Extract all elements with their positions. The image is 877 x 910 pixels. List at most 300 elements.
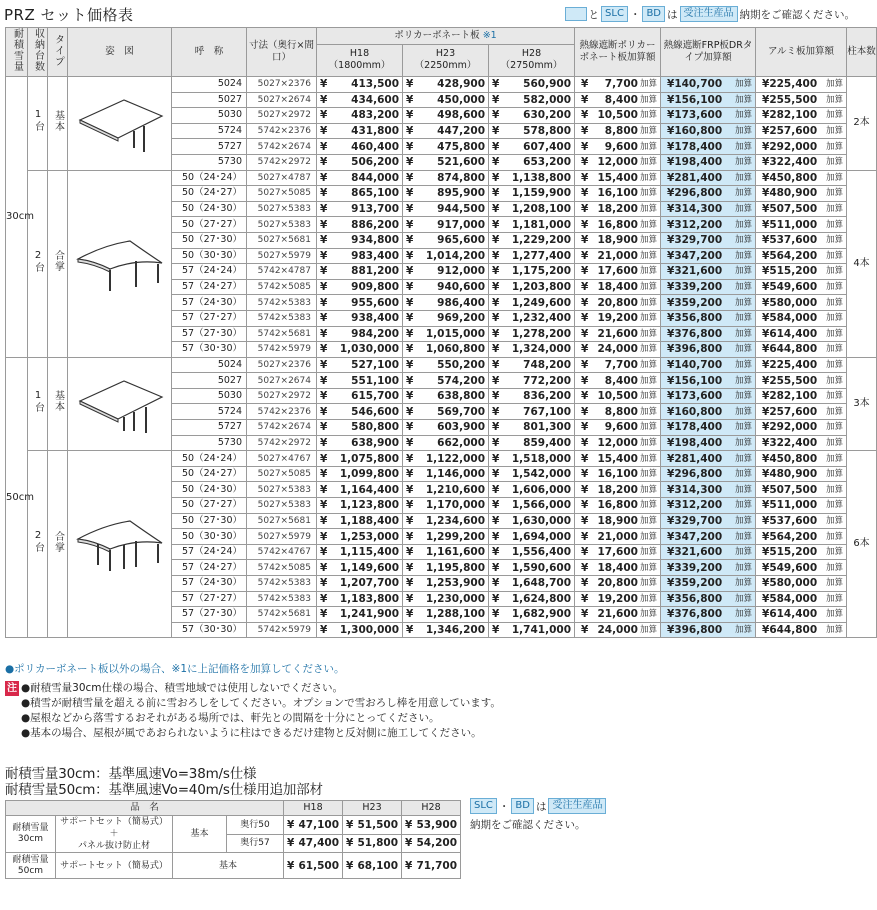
alumi-cell: ¥614,400 加算 (756, 607, 847, 623)
heat-frp-cell: ¥359,200 加算 (661, 576, 756, 592)
dims-cell: 5027×2674 (247, 373, 317, 389)
dims-cell: 5027×5383 (247, 217, 317, 233)
code-cell: 57（24･27） (172, 279, 247, 295)
warning-item: ●耐積雪量30cm仕様の場合、積雪地域では使用しないでください。 (21, 682, 344, 694)
posts-cell: 2本 (847, 77, 877, 171)
price-cell-h18: ¥ 434,600 (317, 92, 403, 108)
price-cell-h18: ¥ 938,400 (317, 310, 403, 326)
legend-text: と (588, 8, 600, 21)
heat-poly-cell: ¥ 加算 17,600 (575, 544, 661, 560)
price-cell-h23: ¥ 662,000 (403, 435, 489, 451)
warning-box (5, 681, 501, 741)
heat-poly-cell: ¥ 加算 19,200 (575, 310, 661, 326)
figure-cell (68, 357, 172, 451)
heat-poly-cell: ¥ 加算 9,600 (575, 139, 661, 155)
heat-frp-cell: ¥160,800 加算 (661, 404, 756, 420)
price-cell-h28: ¥ 1,741,000 (489, 622, 575, 638)
price-cell-h28: ¥ 1,278,200 (489, 326, 575, 342)
heat-frp-cell: ¥329,700 加算 (661, 513, 756, 529)
price-cell-h28: ¥ 1,175,200 (489, 264, 575, 280)
heat-frp-cell: ¥376,800 加算 (661, 607, 756, 623)
price-cell-h23: ¥ 550,200 (403, 357, 489, 373)
legend-slc: SLC (470, 798, 497, 814)
price-cell-h23: ¥ 638,800 (403, 388, 489, 404)
price-cell-h28: ¥ 1,518,000 (489, 451, 575, 467)
heat-poly-cell: ¥ 加算 24,000 (575, 622, 661, 638)
dims-cell: 5027×4767 (247, 451, 317, 467)
heat-poly-cell: ¥ 加算 15,400 (575, 451, 661, 467)
alumi-cell: ¥292,000 加算 (756, 420, 847, 436)
alumi-cell: ¥549,600 加算 (756, 279, 847, 295)
heat-frp-cell: ¥321,600 加算 (661, 544, 756, 560)
header-type: タイプ (48, 28, 68, 77)
price-cell-h18: ¥ 984,200 (317, 326, 403, 342)
code-cell: 50（27･27） (172, 217, 247, 233)
dims-cell: 5027×5979 (247, 529, 317, 545)
dims-cell: 5742×4767 (247, 544, 317, 560)
alumi-cell: ¥511,000 加算 (756, 217, 847, 233)
sub-product: サポートセット（簡易式） (56, 853, 173, 879)
type-cell: 基本 (48, 357, 68, 451)
heat-poly-cell: ¥ 加算 7,700 (575, 357, 661, 373)
alumi-cell: ¥580,000 加算 (756, 295, 847, 311)
heat-frp-cell: ¥376,800 加算 (661, 326, 756, 342)
sub-price: ¥ 47,100 (284, 816, 343, 835)
alumi-cell: ¥644,800 加算 (756, 622, 847, 638)
dims-cell: 5027×2376 (247, 77, 317, 93)
header-heat-poly: 熱線遮断ポリカーボネート板加算額 (575, 28, 661, 77)
spec-line: 耐積雪量30cm：基準風速Vo=38m/s仕様 (5, 766, 257, 782)
heat-poly-cell: ¥ 加算 16,100 (575, 186, 661, 202)
heat-poly-cell: ¥ 加算 18,200 (575, 201, 661, 217)
heat-poly-cell: ¥ 加算 12,000 (575, 435, 661, 451)
table-row (6, 77, 877, 93)
alumi-cell: ¥511,000 加算 (756, 498, 847, 514)
heat-frp-cell: ¥178,400 加算 (661, 139, 756, 155)
alumi-cell: ¥255,500 加算 (756, 92, 847, 108)
alumi-cell: ¥584,000 加算 (756, 310, 847, 326)
price-cell-h23: ¥ 1,014,200 (403, 248, 489, 264)
heat-poly-cell: ¥ 加算 7,700 (575, 77, 661, 93)
code-cell: 57（27･30） (172, 607, 247, 623)
heat-frp-cell: ¥160,800 加算 (661, 123, 756, 139)
price-cell-h23: ¥ 450,000 (403, 92, 489, 108)
alumi-cell: ¥225,400 加算 (756, 77, 847, 93)
figure-cell (68, 451, 172, 638)
price-cell-h18: ¥ 1,123,800 (317, 498, 403, 514)
alumi-cell: ¥580,000 加算 (756, 576, 847, 592)
header-snow: 耐積雪量 (6, 28, 28, 77)
code-cell: 5730 (172, 154, 247, 170)
dims-cell: 5027×5383 (247, 482, 317, 498)
heat-frp-cell: ¥356,800 加算 (661, 591, 756, 607)
dims-cell: 5742×2674 (247, 420, 317, 436)
sub-header-h28: H28 (402, 801, 461, 816)
alumi-cell: ¥564,200 加算 (756, 529, 847, 545)
alumi-cell: ¥537,600 加算 (756, 232, 847, 248)
legend-slc: SLC (601, 6, 628, 22)
dims-cell: 5742×5383 (247, 295, 317, 311)
page-title: PRZ セット価格表 (4, 6, 134, 24)
heat-poly-cell: ¥ 加算 10,500 (575, 108, 661, 124)
price-cell-h18: ¥ 934,800 (317, 232, 403, 248)
heat-frp-cell: ¥356,800 加算 (661, 310, 756, 326)
price-cell-h18: ¥ 483,200 (317, 108, 403, 124)
legend-text: は (535, 800, 547, 813)
dims-cell: 5027×5085 (247, 186, 317, 202)
price-cell-h18: ¥ 1,099,800 (317, 466, 403, 482)
price-cell-h18: ¥ 431,800 (317, 123, 403, 139)
legend-color-box (565, 7, 587, 21)
legend-bd: BD (642, 6, 665, 22)
code-cell: 50（24･24） (172, 451, 247, 467)
code-cell: 5024 (172, 357, 247, 373)
price-cell-h28: ¥ 1,648,700 (489, 576, 575, 592)
price-cell-h23: ¥ 965,600 (403, 232, 489, 248)
code-cell: 57（24･24） (172, 544, 247, 560)
sub-snow: 耐積雪量30cm (6, 816, 56, 853)
code-cell: 5024 (172, 77, 247, 93)
code-cell: 57（30･30） (172, 622, 247, 638)
price-cell-h23: ¥ 1,299,200 (403, 529, 489, 545)
price-cell-h28: ¥ 1,682,900 (489, 607, 575, 623)
dims-cell: 5742×2376 (247, 123, 317, 139)
code-cell: 5030 (172, 388, 247, 404)
price-cell-h28: ¥ 1,229,200 (489, 232, 575, 248)
price-cell-h23: ¥ 1,060,800 (403, 342, 489, 358)
count-cell: 2台 (28, 451, 48, 638)
code-cell: 50（30･30） (172, 248, 247, 264)
code-cell: 50（24･30） (172, 482, 247, 498)
price-cell-h23: ¥ 1,253,900 (403, 576, 489, 592)
sub-product: サポートセット（簡易式） ＋ パネル抜け防止材 (56, 816, 173, 853)
heat-poly-cell: ¥ 加算 8,400 (575, 92, 661, 108)
price-cell-h18: ¥ 615,700 (317, 388, 403, 404)
alumi-cell: ¥322,400 加算 (756, 154, 847, 170)
carport-basic-figure (74, 373, 166, 435)
heat-poly-cell: ¥ 加算 16,800 (575, 217, 661, 233)
price-cell-h28: ¥ 1,277,400 (489, 248, 575, 264)
code-cell: 50（24･27） (172, 186, 247, 202)
heat-poly-cell: ¥ 加算 21,600 (575, 326, 661, 342)
spec-line: 耐積雪量50cm：基準風速Vo=40m/s仕様用追加部材 (5, 782, 323, 798)
carport-basic-figure (74, 92, 166, 154)
sub-price: ¥ 51,800 (343, 834, 402, 853)
price-cell-h18: ¥ 1,241,900 (317, 607, 403, 623)
heat-frp-cell: ¥198,400 加算 (661, 154, 756, 170)
alumi-cell: ¥564,200 加算 (756, 248, 847, 264)
price-cell-h23: ¥ 944,500 (403, 201, 489, 217)
dims-cell: 5742×5681 (247, 607, 317, 623)
heat-frp-cell: ¥339,200 加算 (661, 279, 756, 295)
alumi-cell: ¥480,900 加算 (756, 466, 847, 482)
count-cell: 1台 (28, 357, 48, 451)
code-cell: 5027 (172, 373, 247, 389)
sub-row (6, 853, 461, 879)
sub-type: 基本 (173, 853, 284, 879)
heat-frp-cell: ¥296,800 加算 (661, 466, 756, 482)
heat-poly-cell: ¥ 加算 10,500 (575, 388, 661, 404)
dims-cell: 5027×5681 (247, 513, 317, 529)
code-cell: 50（24･24） (172, 170, 247, 186)
header-count: 収納台数 (28, 28, 48, 77)
heat-poly-cell: ¥ 加算 8,800 (575, 404, 661, 420)
price-cell-h18: ¥ 886,200 (317, 217, 403, 233)
legend-dot: ・ (629, 8, 641, 21)
price-cell-h28: ¥ 1,542,000 (489, 466, 575, 482)
price-cell-h18: ¥ 955,600 (317, 295, 403, 311)
heat-poly-cell: ¥ 加算 8,400 (575, 373, 661, 389)
price-cell-h18: ¥ 1,253,000 (317, 529, 403, 545)
dims-cell: 5027×5383 (247, 498, 317, 514)
sub-price: ¥ 54,200 (402, 834, 461, 853)
price-cell-h28: ¥ 1,590,600 (489, 560, 575, 576)
table-body (6, 77, 877, 638)
sub-header-h18: H18 (284, 801, 343, 816)
poly-note: ●ポリカーボネート板以外の場合、※1に上記価格を加算してください。 (5, 663, 345, 675)
price-cell-h28: ¥ 836,200 (489, 388, 575, 404)
dims-cell: 5742×5979 (247, 622, 317, 638)
price-cell-h18: ¥ 638,900 (317, 435, 403, 451)
price-cell-h18: ¥ 506,200 (317, 154, 403, 170)
heat-frp-cell: ¥281,400 加算 (661, 170, 756, 186)
code-cell: 50（24･27） (172, 466, 247, 482)
heat-frp-cell: ¥140,700 加算 (661, 357, 756, 373)
heat-frp-cell: ¥296,800 加算 (661, 186, 756, 202)
code-cell: 57（27･27） (172, 310, 247, 326)
price-cell-h28: ¥ 1,566,000 (489, 498, 575, 514)
price-cell-h28: ¥ 653,200 (489, 154, 575, 170)
alumi-cell: ¥537,600 加算 (756, 513, 847, 529)
legend-text: 納期をご確認ください。 (470, 819, 586, 831)
price-cell-h28: ¥ 801,300 (489, 420, 575, 436)
dims-cell: 5742×5085 (247, 279, 317, 295)
sub-price: ¥ 51,500 (343, 816, 402, 835)
dims-cell: 5742×5085 (247, 560, 317, 576)
alumi-cell: ¥507,500 加算 (756, 482, 847, 498)
price-cell-h23: ¥ 1,346,200 (403, 622, 489, 638)
carport-gable-figure (74, 233, 166, 295)
alumi-cell: ¥644,800 加算 (756, 342, 847, 358)
price-cell-h23: ¥ 1,170,000 (403, 498, 489, 514)
code-cell: 57（24･30） (172, 576, 247, 592)
price-cell-h23: ¥ 1,015,000 (403, 326, 489, 342)
price-cell-h23: ¥ 603,900 (403, 420, 489, 436)
dims-cell: 5027×2972 (247, 108, 317, 124)
heat-poly-cell: ¥ 加算 21,600 (575, 607, 661, 623)
heat-poly-cell: ¥ 加算 17,600 (575, 264, 661, 280)
price-cell-h18: ¥ 1,030,000 (317, 342, 403, 358)
price-cell-h23: ¥ 1,234,600 (403, 513, 489, 529)
price-cell-h18: ¥ 1,164,400 (317, 482, 403, 498)
warning-item: ●積雪が耐積雪量を超える前に雪おろしをしてください。オプションで雪おろし棒を用意しています。 (21, 697, 501, 709)
alumi-cell: ¥507,500 加算 (756, 201, 847, 217)
heat-frp-cell: ¥312,200 加算 (661, 498, 756, 514)
legend-text: 納期をご確認ください。 (739, 8, 855, 21)
count-cell: 2台 (28, 170, 48, 357)
heat-poly-cell: ¥ 加算 18,900 (575, 513, 661, 529)
dims-cell: 5742×2972 (247, 435, 317, 451)
code-cell: 5730 (172, 435, 247, 451)
price-cell-h23: ¥ 569,700 (403, 404, 489, 420)
alumi-cell: ¥257,600 加算 (756, 404, 847, 420)
price-cell-h18: ¥ 1,115,400 (317, 544, 403, 560)
price-cell-h18: ¥ 1,183,800 (317, 591, 403, 607)
heat-frp-cell: ¥329,700 加算 (661, 232, 756, 248)
dims-cell: 5742×5383 (247, 310, 317, 326)
heat-poly-cell: ¥ 加算 18,400 (575, 279, 661, 295)
dims-cell: 5027×2376 (247, 357, 317, 373)
heat-poly-cell: ¥ 加算 15,400 (575, 170, 661, 186)
price-cell-h23: ¥ 521,600 (403, 154, 489, 170)
table-row (6, 451, 877, 467)
price-cell-h18: ¥ 527,100 (317, 357, 403, 373)
posts-cell: 4本 (847, 170, 877, 357)
heat-poly-cell: ¥ 加算 18,900 (575, 232, 661, 248)
code-cell: 50（30･30） (172, 529, 247, 545)
header-row (6, 28, 877, 45)
heat-frp-cell: ¥156,100 加算 (661, 373, 756, 389)
legend-made-to-order: 受注生産品 (548, 798, 606, 814)
heat-frp-cell: ¥281,400 加算 (661, 451, 756, 467)
price-cell-h18: ¥ 983,400 (317, 248, 403, 264)
price-cell-h23: ¥ 986,400 (403, 295, 489, 311)
sub-type: 基本 (173, 816, 227, 853)
dims-cell: 5027×4787 (247, 170, 317, 186)
dims-cell: 5027×5979 (247, 248, 317, 264)
alumi-cell: ¥225,400 加算 (756, 357, 847, 373)
code-cell: 5727 (172, 139, 247, 155)
posts-cell: 3本 (847, 357, 877, 451)
price-cell-h28: ¥ 560,900 (489, 77, 575, 93)
heat-poly-cell: ¥ 加算 19,200 (575, 591, 661, 607)
sub-price: ¥ 68,100 (343, 853, 402, 879)
heat-frp-cell: ¥339,200 加算 (661, 560, 756, 576)
heat-frp-cell: ¥198,400 加算 (661, 435, 756, 451)
alumi-cell: ¥255,500 加算 (756, 373, 847, 389)
header-h23: H23 （2250mm） (403, 44, 489, 76)
sub-price: ¥ 71,700 (402, 853, 461, 879)
warning-item: ●基本の場合、屋根が風であおられないように柱はできるだけ建物と反対側に施工してください。 (21, 727, 482, 739)
price-cell-h28: ¥ 859,400 (489, 435, 575, 451)
table-row (6, 357, 877, 373)
spec-lines (5, 766, 323, 798)
price-cell-h23: ¥ 912,000 (403, 264, 489, 280)
price-cell-h23: ¥ 1,230,000 (403, 591, 489, 607)
code-cell: 57（30･30） (172, 342, 247, 358)
sub-price: ¥ 47,400 (284, 834, 343, 853)
price-cell-h18: ¥ 580,800 (317, 420, 403, 436)
price-cell-h23: ¥ 874,800 (403, 170, 489, 186)
dims-cell: 5027×2674 (247, 92, 317, 108)
figure-cell (68, 170, 172, 357)
dims-cell: 5027×2972 (247, 388, 317, 404)
heat-poly-cell: ¥ 加算 20,800 (575, 576, 661, 592)
alumi-cell: ¥292,000 加算 (756, 139, 847, 155)
price-table (5, 27, 877, 638)
header-code: 呼 称 (172, 28, 247, 77)
price-cell-h18: ¥ 844,000 (317, 170, 403, 186)
header-poly: ポリカーボネート板 ※1 (317, 28, 575, 45)
header-heat-frp: 熱線遮断FRP板DRタイプ加算額 (661, 28, 756, 77)
price-cell-h23: ¥ 1,161,600 (403, 544, 489, 560)
heat-frp-cell: ¥312,200 加算 (661, 217, 756, 233)
heat-frp-cell: ¥347,200 加算 (661, 248, 756, 264)
price-cell-h23: ¥ 1,122,000 (403, 451, 489, 467)
code-cell: 57（24･30） (172, 295, 247, 311)
figure-cell (68, 77, 172, 171)
heat-poly-cell: ¥ 加算 8,800 (575, 123, 661, 139)
price-cell-h18: ¥ 1,075,800 (317, 451, 403, 467)
price-cell-h28: ¥ 1,208,100 (489, 201, 575, 217)
heat-frp-cell: ¥396,800 加算 (661, 622, 756, 638)
heat-frp-cell: ¥359,200 加算 (661, 295, 756, 311)
heat-frp-cell: ¥140,700 加算 (661, 77, 756, 93)
sub-price: ¥ 53,900 (402, 816, 461, 835)
heat-poly-cell: ¥ 加算 12,000 (575, 154, 661, 170)
price-cell-h18: ¥ 413,500 (317, 77, 403, 93)
alumi-cell: ¥549,600 加算 (756, 560, 847, 576)
price-cell-h18: ¥ 551,100 (317, 373, 403, 389)
heat-poly-cell: ¥ 加算 21,000 (575, 529, 661, 545)
sub-price: ¥ 61,500 (284, 853, 343, 879)
sub-snow: 耐積雪量50cm (6, 853, 56, 879)
price-cell-h23: ¥ 475,800 (403, 139, 489, 155)
code-cell: 50（27･30） (172, 513, 247, 529)
price-cell-h28: ¥ 578,800 (489, 123, 575, 139)
legend-text: は (667, 8, 678, 21)
heat-frp-cell: ¥173,600 加算 (661, 108, 756, 124)
dims-cell: 5027×5383 (247, 201, 317, 217)
dims-cell: 5742×2674 (247, 139, 317, 155)
dims-cell: 5027×5681 (247, 232, 317, 248)
price-cell-h23: ¥ 1,288,100 (403, 607, 489, 623)
code-cell: 50（27･30） (172, 232, 247, 248)
code-cell: 5030 (172, 108, 247, 124)
heat-frp-cell: ¥156,100 加算 (661, 92, 756, 108)
header-posts: 柱本数 (847, 28, 877, 77)
sub-note (470, 798, 606, 832)
heat-frp-cell: ¥314,300 加算 (661, 201, 756, 217)
price-cell-h23: ¥ 917,000 (403, 217, 489, 233)
price-cell-h18: ¥ 1,149,600 (317, 560, 403, 576)
heat-frp-cell: ¥396,800 加算 (661, 342, 756, 358)
heat-poly-cell: ¥ 加算 21,000 (575, 248, 661, 264)
heat-frp-cell: ¥347,200 加算 (661, 529, 756, 545)
notes (5, 661, 501, 741)
price-cell-h28: ¥ 1,232,400 (489, 310, 575, 326)
price-cell-h23: ¥ 969,200 (403, 310, 489, 326)
price-cell-h28: ¥ 1,694,000 (489, 529, 575, 545)
heat-poly-cell: ¥ 加算 16,800 (575, 498, 661, 514)
price-cell-h28: ¥ 630,200 (489, 108, 575, 124)
table-row (6, 170, 877, 186)
dims-cell: 5742×2376 (247, 404, 317, 420)
count-cell: 1台 (28, 77, 48, 171)
price-cell-h23: ¥ 940,600 (403, 279, 489, 295)
code-cell: 57（27･30） (172, 326, 247, 342)
legend (565, 6, 855, 22)
code-cell: 5027 (172, 92, 247, 108)
price-cell-h23: ¥ 1,195,800 (403, 560, 489, 576)
support-set-table (5, 800, 461, 879)
price-cell-h18: ¥ 1,188,400 (317, 513, 403, 529)
legend-bd: BD (511, 798, 534, 814)
price-cell-h23: ¥ 895,900 (403, 186, 489, 202)
heat-frp-cell: ¥173,600 加算 (661, 388, 756, 404)
price-cell-h18: ¥ 1,207,700 (317, 576, 403, 592)
header-figure: 姿 図 (68, 28, 172, 77)
